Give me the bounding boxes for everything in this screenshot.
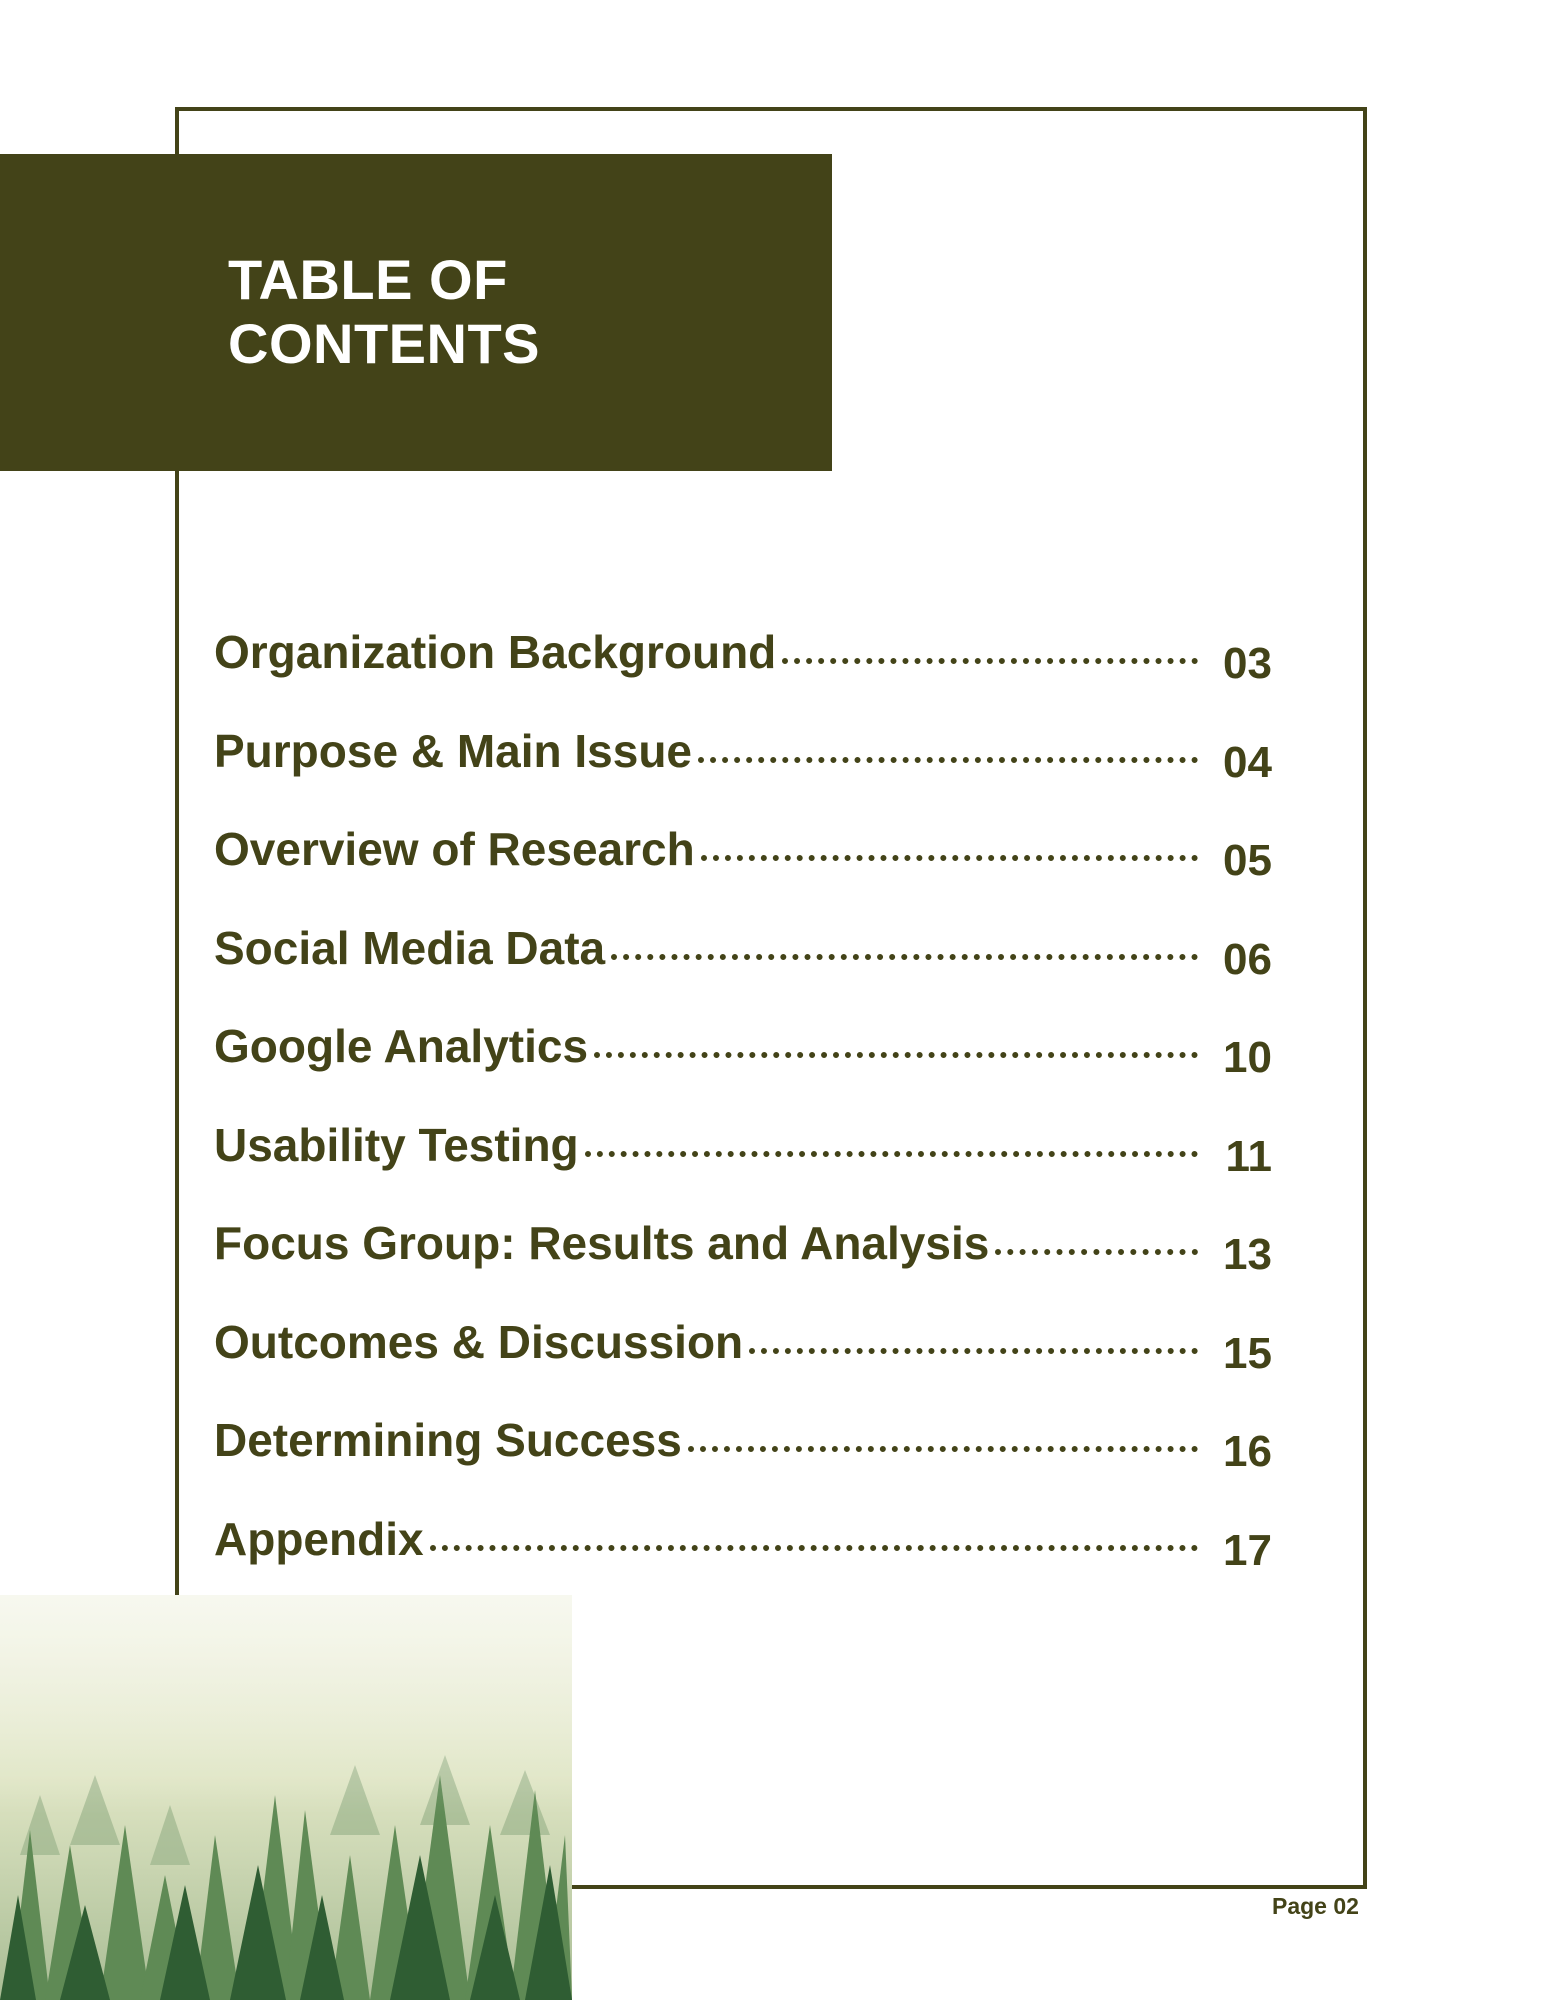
toc-entry-overview-of-research[interactable]	[214, 822, 1272, 921]
toc-entry-outcomes-discussion[interactable]	[214, 1315, 1272, 1414]
toc-page-number: 06	[1223, 934, 1272, 984]
toc-entry-label: Purpose & Main Issue	[214, 724, 693, 777]
toc-page-number: 17	[1223, 1525, 1272, 1575]
toc-dot-leader	[585, 1151, 1198, 1157]
toc-entry-organization-background[interactable]	[214, 625, 1272, 724]
table-of-contents	[214, 625, 1272, 1610]
toc-dot-leader	[430, 1545, 1198, 1551]
foggy-forest-image	[0, 1595, 572, 2000]
page-title	[228, 248, 540, 376]
toc-dot-leader	[782, 658, 1198, 664]
toc-dot-leader	[698, 757, 1198, 763]
toc-entry-label: Organization Background	[214, 626, 777, 678]
toc-page-number: 15	[1223, 1328, 1272, 1378]
toc-entry-label: Focus Group: Results and Analysis	[214, 1217, 990, 1269]
toc-dot-leader	[701, 855, 1198, 861]
toc-entry-label: Google Analytics	[214, 1020, 589, 1072]
toc-entry-social-media-data[interactable]	[214, 921, 1272, 1020]
toc-entry-usability-testing[interactable]	[214, 1118, 1272, 1217]
toc-entry-label: Overview of Research	[214, 823, 695, 875]
toc-entry-determining-success[interactable]	[214, 1413, 1272, 1512]
toc-page-number: 10	[1223, 1033, 1272, 1082]
toc-page-number: 03	[1223, 639, 1272, 688]
toc-dot-leader	[995, 1249, 1198, 1255]
toc-entry-label: Usability Testing	[214, 1118, 579, 1171]
toc-entry-label: Outcomes & Discussion	[214, 1315, 744, 1368]
toc-entry-focus-group[interactable]	[214, 1216, 1272, 1315]
toc-dot-leader	[611, 954, 1198, 960]
toc-entry-google-analytics[interactable]	[214, 1019, 1272, 1118]
toc-page-number: 11	[1225, 1131, 1272, 1181]
page-title-line-1: TABLE OF	[228, 248, 508, 311]
toc-page-number: 13	[1223, 1230, 1272, 1279]
toc-entry-label: Appendix	[214, 1512, 424, 1565]
toc-entry-label: Determining Success	[214, 1414, 682, 1466]
toc-page-number: 05	[1223, 836, 1272, 885]
page-number-footer: Page 02	[1272, 1893, 1359, 1919]
toc-page-number: 16	[1223, 1427, 1272, 1476]
page-title-line-2: CONTENTS	[228, 312, 540, 375]
toc-dot-leader	[749, 1348, 1198, 1354]
toc-dot-leader	[594, 1052, 1198, 1058]
toc-page-number: 04	[1223, 737, 1272, 787]
toc-dot-leader	[688, 1446, 1198, 1452]
toc-entry-purpose-main-issue[interactable]	[214, 724, 1272, 823]
toc-entry-label: Social Media Data	[214, 921, 606, 974]
